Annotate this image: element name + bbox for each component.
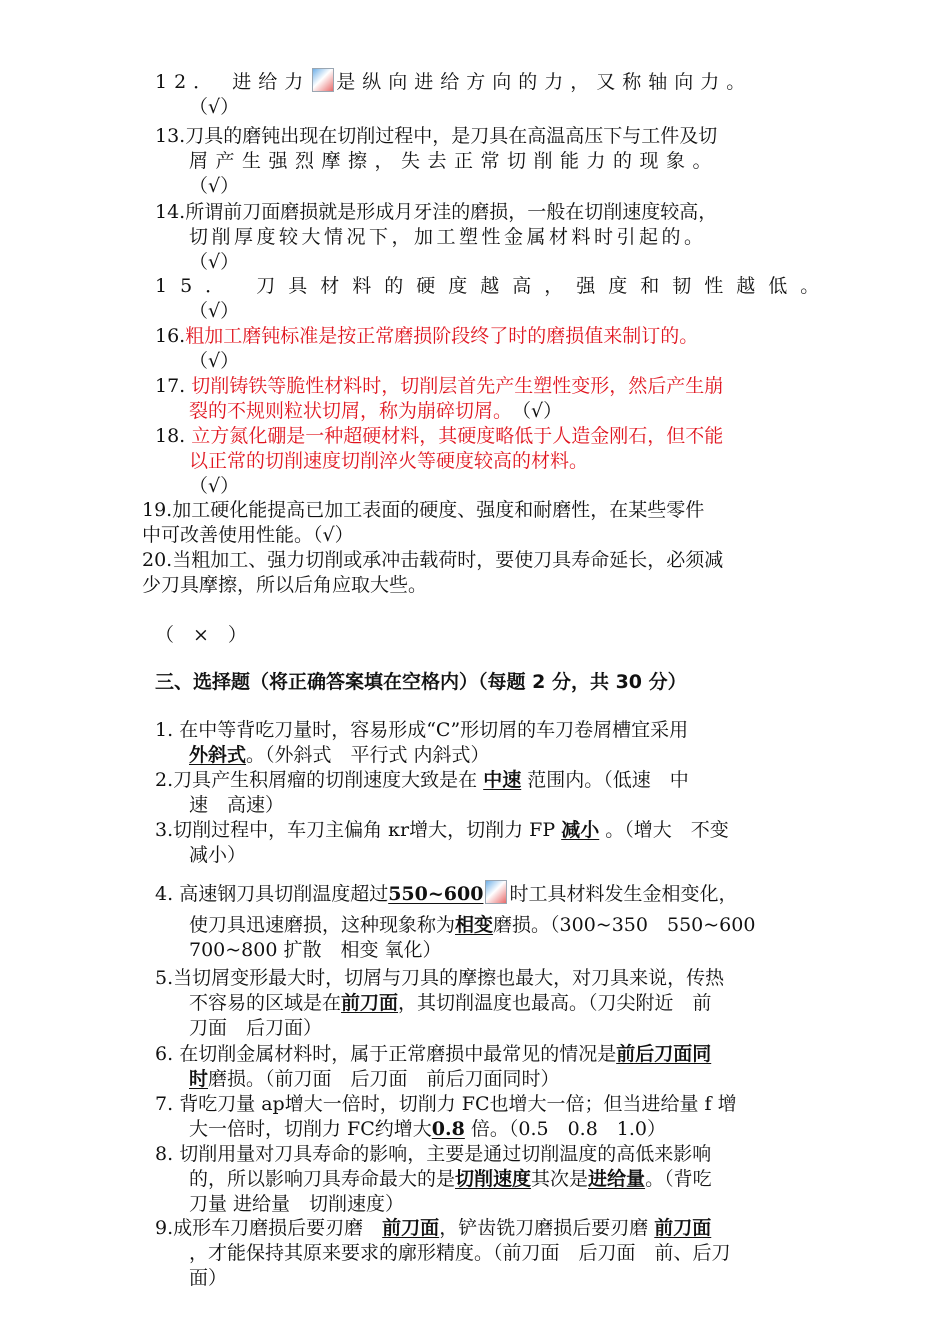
answer-mark: （√） xyxy=(189,300,240,322)
choice-item-4 xyxy=(155,880,805,963)
item-text: 速 高速） xyxy=(189,794,285,816)
answer-mark-20: （ × ） xyxy=(155,624,247,646)
item-text: 当切屑变形最大时，切屑与刀具的摩擦也最大，对刀具来说，传热 xyxy=(173,967,725,989)
item-text: 加工硬化能提高已加工表面的硬度、强度和耐磨性，在某些零件 xyxy=(172,499,705,521)
section-title: 三、选择题（将正确答案填在空格内）（每题 2 分，共 30 分） xyxy=(155,671,687,693)
item-number: 6. xyxy=(155,1043,174,1065)
item-text: 进给力 xyxy=(232,71,311,93)
choice-item-8 xyxy=(155,1142,805,1217)
answer-blank: 相变 xyxy=(455,914,494,936)
item-number: 5. xyxy=(155,967,174,989)
item-text: 切削过程中，车刀主偏角 κr增大，切削力 FP xyxy=(173,819,556,841)
judgment-item-17 xyxy=(155,374,805,424)
answer-mark: （√） xyxy=(189,175,240,197)
item-text: 。（背吃 xyxy=(645,1168,712,1190)
embedded-image-icon xyxy=(312,68,334,92)
item-text: 倍。（0.5 0.8 1.0） xyxy=(470,1118,667,1140)
item-number: 17. xyxy=(155,375,186,397)
answer-blank: 时 xyxy=(189,1068,209,1090)
answer-blank: 550~600 xyxy=(388,883,484,905)
judgment-item-15 xyxy=(155,274,833,324)
answer-mark: （√） xyxy=(189,350,240,372)
choice-item-3 xyxy=(155,818,805,868)
item-text: 刀面 后刀面） xyxy=(189,1017,323,1039)
judgment-item-19 xyxy=(142,498,812,548)
answer-blank: 中速 xyxy=(483,769,522,791)
item-text: 在中等背吃刀量时，容易形成“C”形切屑的车刀卷屑槽宜采用 xyxy=(179,719,689,741)
item-text: 中可改善使用性能。 xyxy=(142,524,314,546)
item-number: 7. xyxy=(155,1093,174,1115)
choice-item-9 xyxy=(155,1216,805,1291)
item-text: 磨损。（300~350 550~600 xyxy=(493,914,756,936)
item-number: 16. xyxy=(155,325,186,347)
choice-item-1 xyxy=(155,718,805,768)
item-text: ，铲齿铣刀磨损后要刃磨 xyxy=(439,1217,649,1239)
answer-blank: 前刀面 xyxy=(382,1217,440,1239)
item-text: ，其切削温度也最高。（刀尖附近 前 xyxy=(398,992,712,1014)
item-text: 粗加工磨钝标准是按正常磨损阶段终了时的磨损值来制订的。 xyxy=(185,325,699,347)
item-text: 使刀具迅速磨损，这种现象称为 xyxy=(189,914,456,936)
item-text: 当粗加工、强力切削或承冲击载荷时，要使刀具寿命延长，必须减 xyxy=(172,549,724,571)
answer-blank: 前后刀面同 xyxy=(616,1043,712,1065)
answer-blank: 减小 xyxy=(561,819,600,841)
choice-item-5 xyxy=(155,966,805,1041)
item-text: 高速钢刀具切削温度超过 xyxy=(179,883,389,905)
item-text: 刀量 进给量 切削速度） xyxy=(189,1193,405,1215)
item-text: 成形车刀磨损后要刃磨 xyxy=(173,1217,364,1239)
item-number: 4. xyxy=(155,883,174,905)
item-text: 切削厚度较大情况下，加工塑性金属材料时引起的。 xyxy=(189,226,707,248)
answer-mark: （√） xyxy=(189,475,240,497)
item-text: 的，所以影响刀具寿命最大的是 xyxy=(189,1168,456,1190)
item-number: 2. xyxy=(155,769,174,791)
item-number: 13. xyxy=(155,125,186,147)
judgment-item-12 xyxy=(155,68,805,120)
item-text: 不容易的区域是在 xyxy=(189,992,342,1014)
embedded-image-icon xyxy=(485,880,507,904)
item-text: 刀具产生积屑瘤的切削速度大致是在 xyxy=(173,769,478,791)
item-text: 大一倍时，切削力 FC约增大 xyxy=(189,1118,432,1140)
answer-mark: （√） xyxy=(189,96,240,118)
item-text: 刀具的磨钝出现在切削过程中，是刀具在高温高压下与工件及切 xyxy=(185,125,718,147)
answer-blank: 进给量 xyxy=(588,1168,646,1190)
item-text: 少刀具摩擦，所以后角应取大些。 xyxy=(142,574,428,596)
answer-blank: 0.8 xyxy=(431,1118,465,1140)
judgment-item-14 xyxy=(155,200,805,275)
answer-blank: 前刀面 xyxy=(341,992,399,1014)
item-text: 背吃刀量 ap增大一倍时，切削力 FC也增大一倍；但当进给量 f 增 xyxy=(179,1093,737,1115)
judgment-item-20 xyxy=(142,548,812,598)
item-number: 12． xyxy=(155,71,220,93)
answer-mark: （√） xyxy=(313,524,354,546)
item-text: 磨损。（前刀面 后刀面 前后刀面同时） xyxy=(208,1068,560,1090)
item-text: 其次是 xyxy=(531,1168,589,1190)
item-number: 1. xyxy=(155,719,174,741)
item-text: 切削用量对刀具寿命的影响，主要是通过切削温度的高低来影响 xyxy=(179,1143,712,1165)
item-number: 9. xyxy=(155,1217,174,1239)
item-text: ，才能保持其原来要求的廓形精度。（前刀面 后刀面 前、后刀 xyxy=(189,1242,731,1264)
judgment-item-16 xyxy=(155,324,805,374)
item-text: 700~800 扩散 相变 氧化） xyxy=(189,939,442,961)
item-text: 以正常的切削速度切削淬火等硬度较高的材料。 xyxy=(189,450,589,472)
choice-item-2 xyxy=(155,768,805,818)
judgment-item-18 xyxy=(155,424,805,499)
item-number: 3. xyxy=(155,819,174,841)
item-text: 屑产生强烈摩擦，失去正常切削能力的现象。 xyxy=(189,150,720,172)
judgment-item-13 xyxy=(155,124,805,199)
item-text: 裂的不规则粒状切屑，称为崩碎切屑。 xyxy=(189,400,503,422)
answer-blank: 切削速度 xyxy=(455,1168,532,1190)
answer-mark: （√） xyxy=(521,400,563,422)
item-number: 14. xyxy=(155,201,186,223)
item-number: 19. xyxy=(142,499,173,521)
choice-item-6 xyxy=(155,1042,805,1092)
item-text: 是纵向进给方向的力，又称轴向力。 xyxy=(336,71,753,93)
item-text: 时工具材料发生金相变化， xyxy=(509,883,738,905)
item-text: 范围内。（低速 中 xyxy=(527,769,689,791)
item-number: 8. xyxy=(155,1143,174,1165)
item-text: 切削铸铁等脆性材料时，切削层首先产生塑性变形，然后产生崩 xyxy=(191,375,724,397)
item-text: 。（增大 不变 xyxy=(605,819,729,841)
item-text: 面） xyxy=(189,1267,228,1289)
choice-item-7 xyxy=(155,1092,805,1142)
answer-blank: 前刀面 xyxy=(654,1217,712,1239)
item-number: 20. xyxy=(142,549,173,571)
item-text: 在切削金属材料时，属于正常磨损中最常见的情况是 xyxy=(179,1043,617,1065)
item-number: 18. xyxy=(155,425,186,447)
item-text: 立方氮化硼是一种超硬材料，其硬度略低于人造金刚石，但不能 xyxy=(191,425,724,447)
item-text: 所谓前刀面磨损就是形成月牙洼的磨损，一般在切削速度较高， xyxy=(185,201,718,223)
item-number: 15． xyxy=(155,275,238,297)
item-text: 刀具材料的硬度越高，强度和韧性越低。 xyxy=(256,275,833,297)
item-text: 。（外斜式 平行式 内斜式） xyxy=(246,744,490,766)
item-text: 减小） xyxy=(189,844,247,866)
answer-mark: （√） xyxy=(189,251,240,273)
answer-blank: 外斜式 xyxy=(189,744,247,766)
